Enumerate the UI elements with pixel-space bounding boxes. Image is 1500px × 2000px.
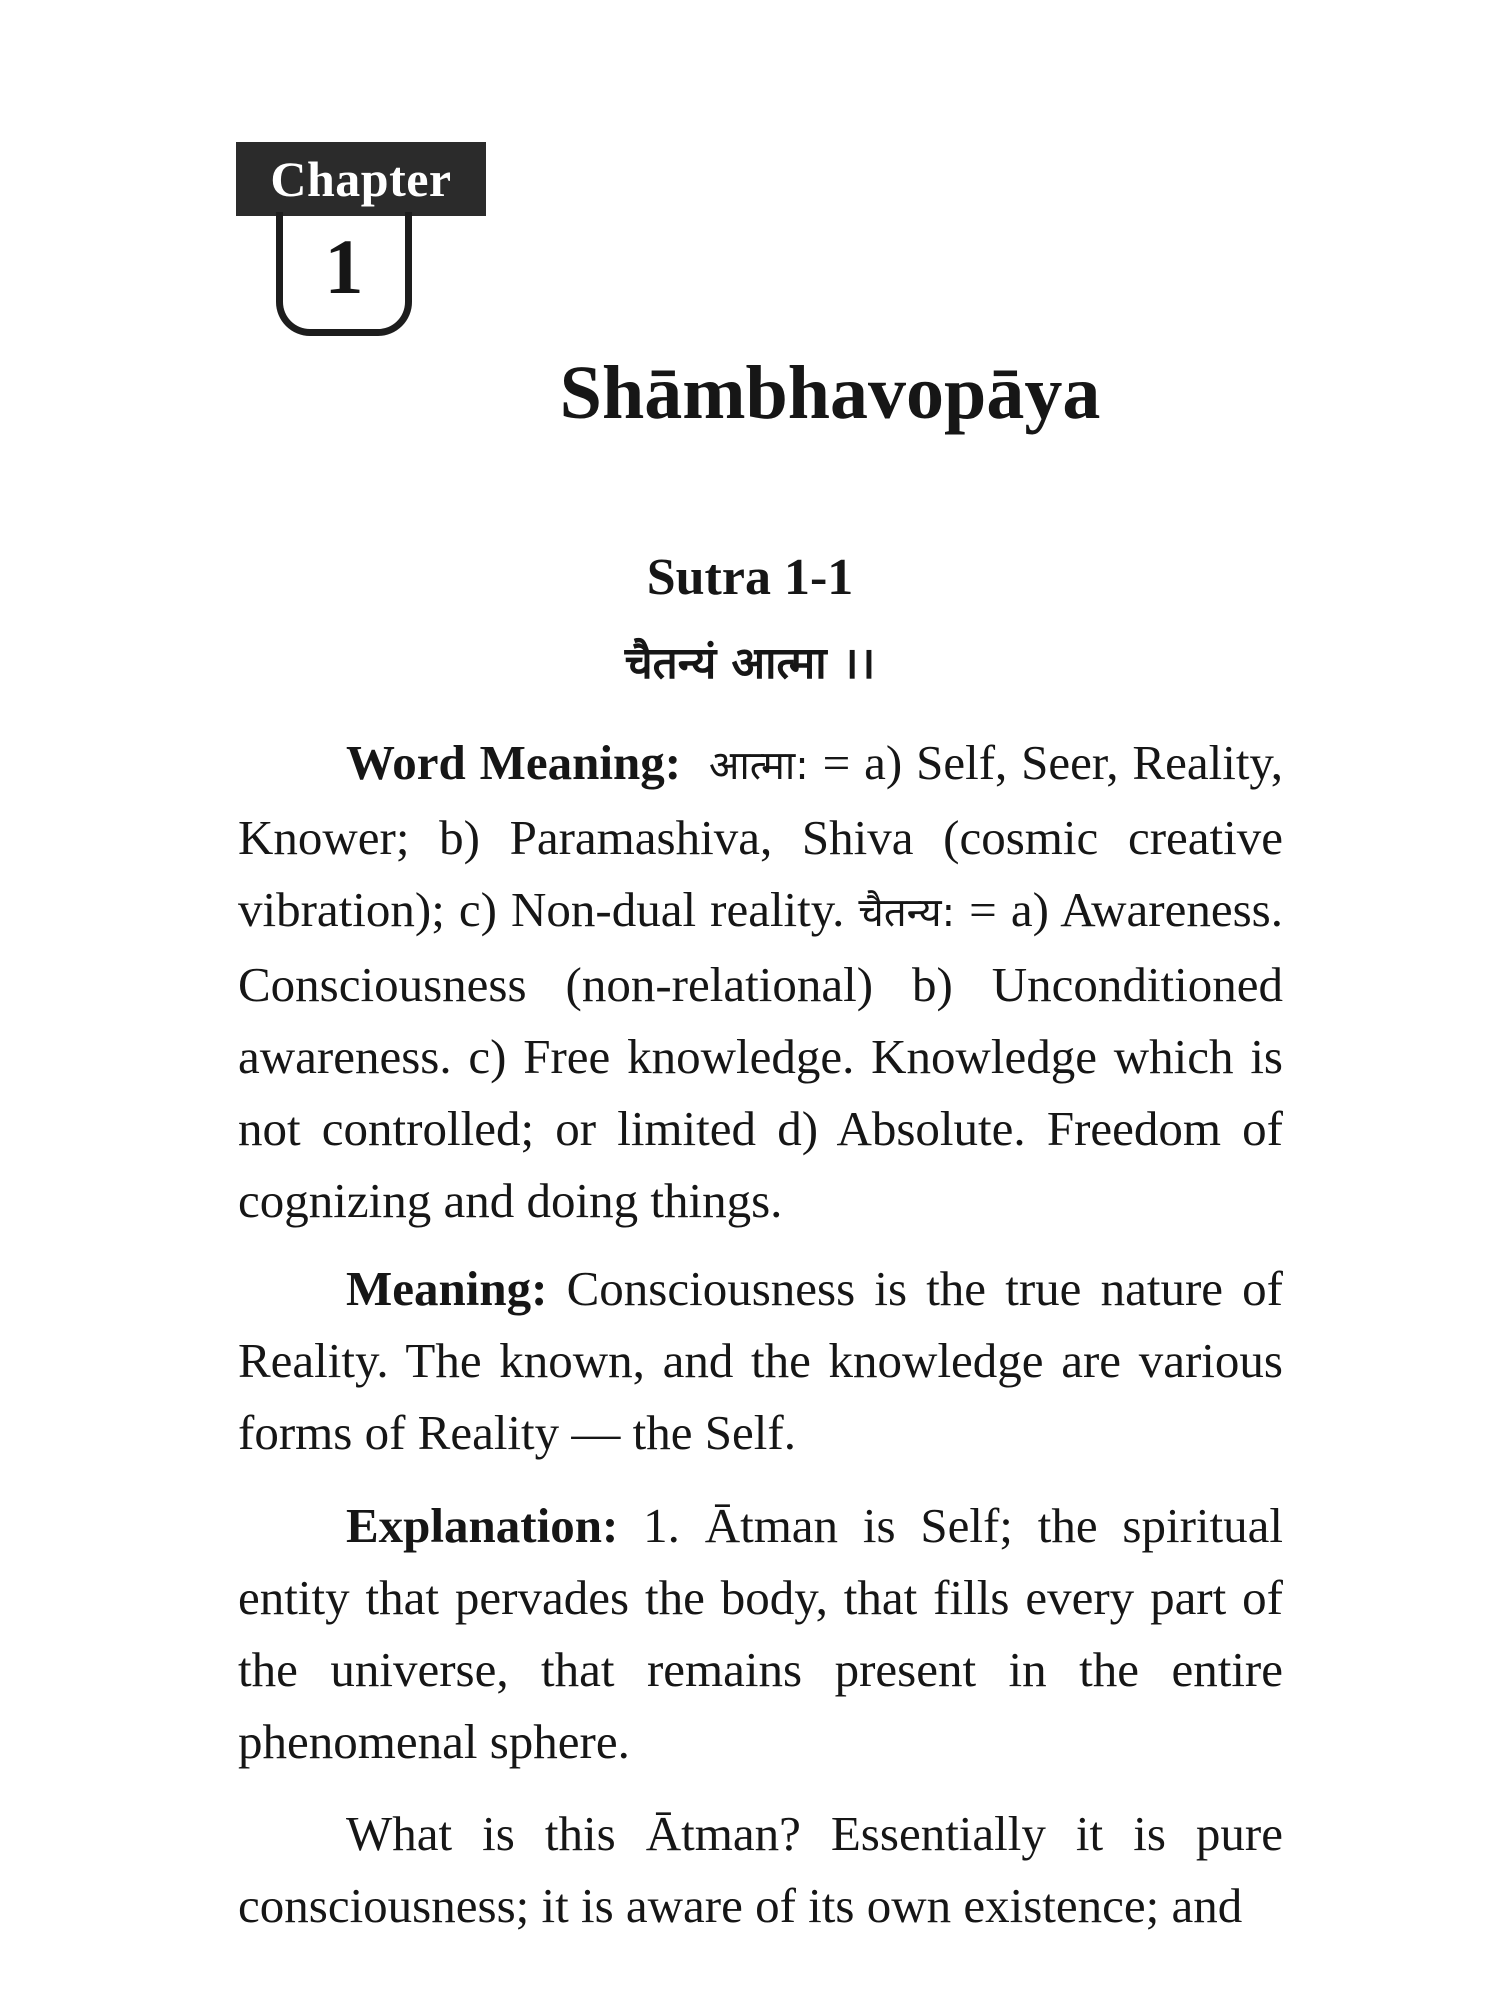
explanation-paragraph	[238, 1490, 1283, 1778]
chapter-number: 1	[324, 223, 364, 310]
word-meaning-label: Word Meaning:	[346, 735, 682, 790]
explanation-text: 1. Ātman is Self; the spiritual entity that pervades the body, that fills every part of the universe, that remains present in the entire phenomenal sphere.	[238, 1498, 1283, 1769]
meaning-text: Consciousness is the true nature of Reality. The known, and the knowledge are various forms of Reality — the Self.	[238, 1261, 1283, 1460]
sanskrit-term-atma: आत्मा:	[708, 743, 809, 789]
body-paragraph	[238, 1798, 1283, 1942]
sutra-sanskrit-verse: चैतन्यं आत्मा ।।	[624, 638, 876, 689]
chapter-label: Chapter	[236, 142, 486, 216]
meaning-paragraph	[238, 1253, 1283, 1469]
chapter-title: Shāmbhavopāya	[559, 351, 1101, 435]
meaning-label: Meaning:	[346, 1261, 548, 1316]
word-meaning-text-2: = a) Awareness. Consciousness (non-relational) b) Unconditioned awareness. c) Free knowledge. Knowledge which is not controlled; or limited d) Absolute. Freedom of cognizing and doing things.	[238, 882, 1283, 1228]
explanation-label: Explanation:	[346, 1498, 619, 1553]
sanskrit-term-chaitanya: चैतन्य:	[858, 890, 956, 936]
sutra-heading: Sutra 1-1	[646, 549, 854, 606]
word-meaning-paragraph	[238, 727, 1283, 1237]
word-meaning-text-1: = a) Self, Seer, Reality, Knower; b) Paramashiva, Shiva (cosmic creative vibration); c) Non-dual reality.	[238, 735, 1283, 937]
body-paragraph-text: What is this Ātman? Essentially it is pure consciousness; it is aware of its own existence; and	[238, 1806, 1283, 1933]
